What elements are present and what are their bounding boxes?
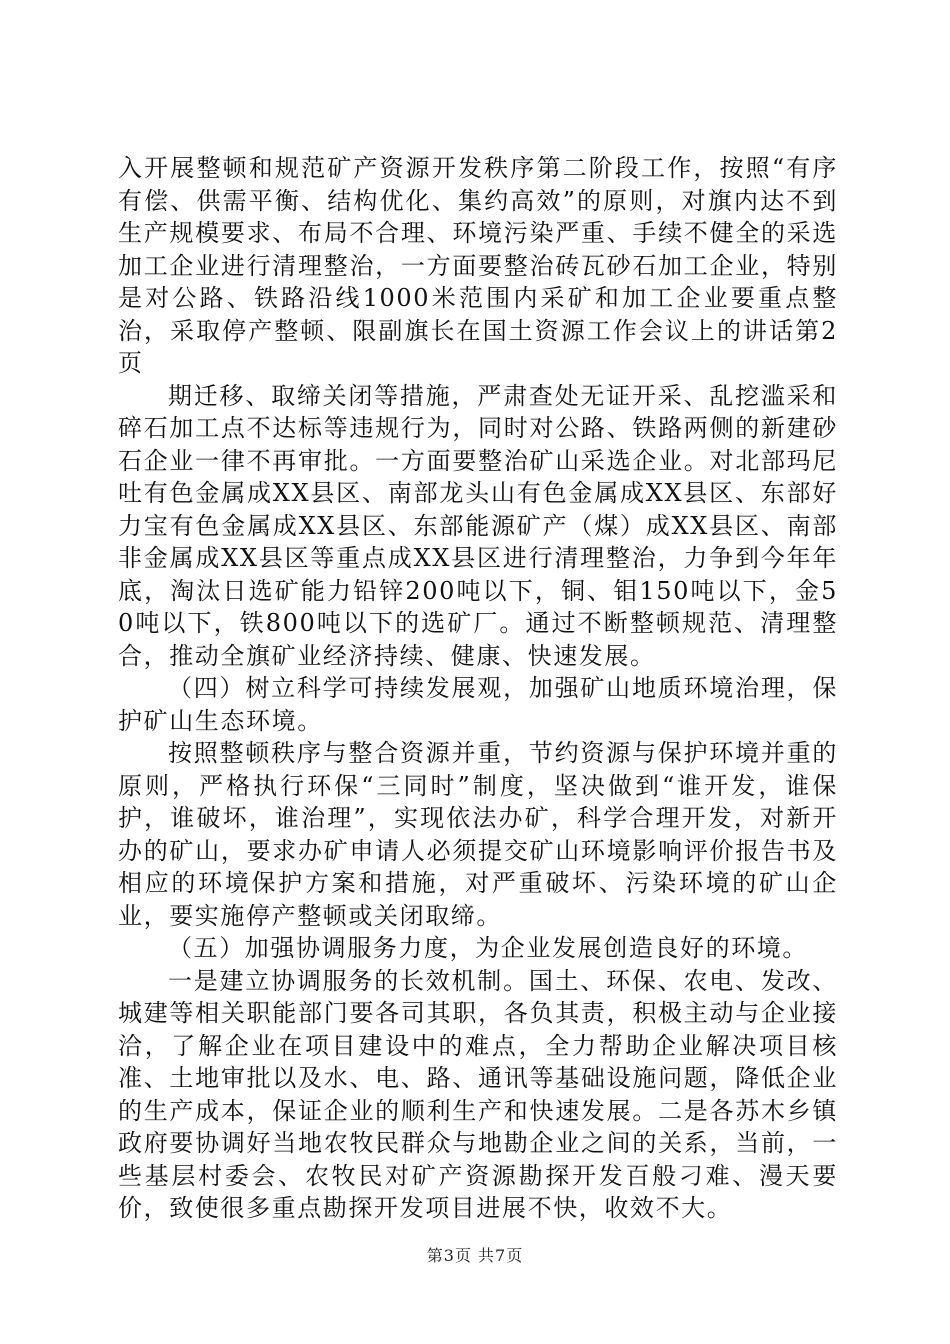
paragraph-4: 按照整顿秩序与整合资源并重，节约资源与保护环境并重的原则，严格执行环保“三同时”制度，坚决做到“谁开发，谁保护，谁破坏，谁治理”，实现依法办矿，科学合理开发，对新开办的矿山，要求办矿申请人必须提交矿山环境影响评价报告书及相应的环境保护方案和措施，对严重破坏、污染环境的矿山企业，要实施停产整顿或关闭取缔。 (118, 739, 838, 930)
paragraph-2: 期迁移、取缔关闭等措施，严肃查处无证开采、乱挖滥采和碎石加工点不达标等违规行为，同时对公路、铁路两侧的新建砂石企业一律不再审批。一方面要整治矿山采选企业。对北部玛尼吐有色金属成XX县区、南部龙头山有色金属成XX县区、东部好力宝有色金属成XX县区、东部能源矿产（煤）成XX县区、南部非金属成XX县区等重点成XX县区进行清理整治，力争到今年年底，淘汰日选矿能力铅锌200吨以下，铜、钼150吨以下，金50吨以下，铁800吨以下的选矿厂。通过不断整顿规范、清理整合，推动全旗矿业经济持续、健康、快速发展。 (118, 381, 838, 670)
page-footer: 第3页 共7页 (426, 1246, 524, 1265)
document-body (118, 152, 838, 1225)
paragraph-6: 一是建立协调服务的长效机制。国土、环保、农电、发改、城建等相关职能部门要各司其职，各负其责，积极主动与企业接洽，了解企业在项目建设中的难点，全力帮助企业解决项目核准、土地审批以及水、电、路、通讯等基础设施问题，降低企业的生产成本，保证企业的顺利生产和快速发展。二是各苏木乡镇政府要协调好当地农牧民群众与地勘企业之间的关系，当前，一些基层村委会、农牧民对矿产资源勘探开发百般刁难、漫天要价，致使很多重点勘探开发项目进展不快，收效不大。 (118, 966, 838, 1222)
paragraph-1: 入开展整顿和规范矿产资源开发秩序第二阶段工作，按照“有序有偿、供需平衡、结构优化、集约高效”的原则，对旗内达不到生产规模要求、布局不合理、环境污染严重、手续不健全的采选加工企业进行清理整治，一方面要整治砖瓦砂石加工企业，特别是对公路、铁路沿线1000米范围内采矿和加工企业要重点整治，采取停产整顿、限副旗长在国土资源工作会议上的讲话第2页 (118, 154, 838, 377)
paragraph-5-heading: （五）加强协调服务力度，为企业发展创造良好的环境。 (168, 934, 808, 962)
paragraph-3-heading: （四）树立科学可持续发展观，加强矿山地质环境治理，保护矿山生态环境。 (118, 674, 838, 735)
